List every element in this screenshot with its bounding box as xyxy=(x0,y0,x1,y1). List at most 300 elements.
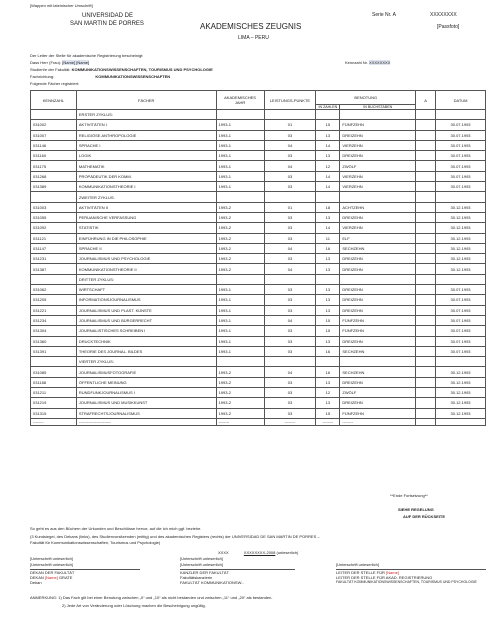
filler-row xyxy=(31,418,486,425)
credit-points: 03 xyxy=(264,254,316,264)
table-row xyxy=(31,326,486,336)
a-column-cell xyxy=(416,346,436,356)
grade-words: FÜNFZEHN xyxy=(340,408,416,418)
grades-table xyxy=(30,90,486,426)
grade-digits: 13 xyxy=(316,151,340,161)
passport-photo-note: [Passfoto] xyxy=(437,24,460,30)
grade-digits: 15 xyxy=(316,315,340,325)
header-subject: FÄCHER xyxy=(76,91,216,110)
cycle-label: ERSTER ZYKLUS: xyxy=(76,110,216,120)
exam-date: 30.12.1993 xyxy=(436,254,486,264)
grade-words: VIERZEHN xyxy=(340,182,416,192)
faculty-value: KOMMUNIKATIONSWISSENSCHAFTEN, TOURISMUS UND PSYCHOLOGIE xyxy=(71,67,213,72)
subject-name: JOURNALISMUS UND MUSIKKUNST xyxy=(76,398,216,408)
chancellor-role-3: FAKULTÄT KOMMUNIKATIONSW... xyxy=(180,580,245,585)
a-column-cell xyxy=(416,243,436,253)
header-year: AKADEMISCHES JAHR xyxy=(216,91,264,110)
chancellor-role-1: KANZLER DER FAKULTÄT xyxy=(180,570,230,575)
cycle-header-row xyxy=(31,110,486,120)
a-column-cell xyxy=(416,285,436,295)
a-column-cell xyxy=(416,161,436,171)
table-row xyxy=(31,388,486,398)
cycle-header-row xyxy=(31,274,486,284)
subject-name: STATISTIK xyxy=(76,223,216,233)
back-side-note: AUF DER RÜCKSEITE xyxy=(403,514,446,519)
a-column-cell xyxy=(416,408,436,418)
subject-code: 031188 xyxy=(31,377,77,387)
exam-date: 30.12.1993 xyxy=(436,202,486,212)
subject-name: JOURNALISTISCHES SCHREIBEN I xyxy=(76,326,216,336)
a-column-cell xyxy=(416,367,436,377)
cycle-empty-cell xyxy=(340,357,416,367)
cycle-label: ZWEITER ZYKLUS: xyxy=(76,192,216,202)
grade-digits: 11 xyxy=(316,233,340,243)
credit-points: 03 xyxy=(264,305,316,315)
signature-right: [Unterschrift unleserlich] xyxy=(336,562,379,567)
a-column-cell xyxy=(416,151,436,161)
registrar-role-1-prefix: LEITER DER STELLE FÜR xyxy=(336,570,385,575)
subject-code: 031146 xyxy=(31,140,77,150)
table-row xyxy=(31,367,486,377)
grade-words: ZWÖLF xyxy=(340,161,416,171)
cycle-empty-cell xyxy=(216,192,264,202)
student-line xyxy=(30,61,89,65)
cycle-empty-cell xyxy=(31,110,77,120)
subject-code: 031121 xyxy=(31,233,77,243)
filler-date xyxy=(436,418,486,425)
subject-code: 031002 xyxy=(31,120,77,130)
grade-words: DREIZEHN xyxy=(340,398,416,408)
filler-subject: ------------------------ xyxy=(76,418,216,425)
credit-points: 03 xyxy=(264,377,316,387)
a-column-cell xyxy=(416,388,436,398)
see-regulation-note: SIEHE REGELUNG xyxy=(398,507,434,512)
cycle-empty-cell xyxy=(264,274,316,284)
grade-words: ZWÖLF xyxy=(340,388,416,398)
subject-name: WIRTSCHAFT xyxy=(76,285,216,295)
exam-date: 30.12.1993 xyxy=(436,212,486,222)
academic-year: 1993-2 xyxy=(216,233,264,243)
signature-left: [Unterschrift unleserlich] xyxy=(30,562,73,567)
exam-date: 30.12.1993 xyxy=(436,264,486,274)
table-row xyxy=(31,120,486,130)
table-row xyxy=(31,161,486,171)
grade-digits: 15 xyxy=(316,408,340,418)
academic-year: 1993-1 xyxy=(216,161,264,171)
grade-digits: 18 xyxy=(316,202,340,212)
records-statement: So geht es aus den Büchern der Urkunden und Beschlüsse hervor, auf die ich mich ggf. beziehe. xyxy=(30,526,202,531)
header-grade-words: IN BUCHSTABEN xyxy=(340,104,416,109)
grade-words: DREIZEHN xyxy=(340,336,416,346)
academic-year: 1993-1 xyxy=(216,151,264,161)
subject-code: 031205 xyxy=(31,295,77,305)
subject-code: 031389 xyxy=(31,182,77,192)
subject-code: 031315 xyxy=(31,408,77,418)
subject-name: EINFÜHRUNG IN DIE PHILOSOPHIE xyxy=(76,233,216,243)
grade-words: DREIZEHN xyxy=(340,305,416,315)
a-column-cell xyxy=(416,264,436,274)
table-row xyxy=(31,243,486,253)
subject-name: RUNDFUNKJOURNALISMUS I xyxy=(76,388,216,398)
a-column-cell xyxy=(416,315,436,325)
faculty-label: Studiert/e der Fakultät: xyxy=(30,67,71,72)
grade-digits: 16 xyxy=(316,367,340,377)
seals-note-line1: (3 Kundsiegel, des Dekans (links), des Studienvorsitzenden (mittig) und des akademischen Registers (rechts) der UNIVERSIDAD DE SAN MARTIN DE PORRES – xyxy=(30,534,320,539)
grade-words: DREIZEHN xyxy=(340,295,416,305)
subject-code: 031007 xyxy=(31,130,77,140)
table-row xyxy=(31,182,486,192)
grade-digits: 14 xyxy=(316,223,340,233)
table-row xyxy=(31,377,486,387)
exam-date: 30.07.1993 xyxy=(436,326,486,336)
cycle-empty-cell xyxy=(216,274,264,284)
credit-points: 03 xyxy=(264,171,316,181)
student-id-label: Kennzahl Nr. xyxy=(345,60,368,65)
grade-words: DREIZEHN xyxy=(340,264,416,274)
table-row xyxy=(31,315,486,325)
cycle-empty-cell xyxy=(436,192,486,202)
cycle-empty-cell xyxy=(340,274,416,284)
academic-year: 1993-2 xyxy=(216,388,264,398)
cycle-header-row xyxy=(31,357,486,367)
exam-date: 30.12.1993 xyxy=(436,223,486,233)
grade-digits: 13 xyxy=(316,130,340,140)
subject-code: 031234 xyxy=(31,315,77,325)
cycle-empty-cell xyxy=(31,192,77,202)
table-row xyxy=(31,140,486,150)
table-row xyxy=(31,254,486,264)
academic-year: 1993-1 xyxy=(216,285,264,295)
credit-points: 03 xyxy=(264,408,316,418)
table-row xyxy=(31,285,486,295)
cycle-empty-cell xyxy=(264,357,316,367)
grade-digits: 16 xyxy=(316,346,340,356)
table-row xyxy=(31,398,486,408)
subject-name: SPRACHE I xyxy=(76,140,216,150)
credit-points: 03 xyxy=(264,295,316,305)
cycle-empty-cell xyxy=(340,110,416,120)
credit-points: 03 xyxy=(264,130,316,140)
signature-left-top: [Unterschrift unleserlich] xyxy=(30,556,73,561)
credit-points: 01 xyxy=(264,120,316,130)
grade-words: VIERZEHN xyxy=(340,223,416,233)
academic-year: 1993-2 xyxy=(216,398,264,408)
subject-code: 031092 xyxy=(31,223,77,233)
cycle-empty-cell xyxy=(416,110,436,120)
exam-date: 30.12.1993 xyxy=(436,388,486,398)
subject-code: 031268 xyxy=(31,171,77,181)
a-column-cell xyxy=(416,336,436,346)
credit-points: 03 xyxy=(264,346,316,356)
grade-digits: 15 xyxy=(316,120,340,130)
registrar-name: [Name] xyxy=(386,570,399,575)
grade-digits: 13 xyxy=(316,254,340,264)
student-id-value: XXXXXXXX xyxy=(369,60,391,65)
credit-points: 03 xyxy=(264,388,316,398)
note-invalidation: 2) Jede Art von Veränderung oder Löschung machen die Bescheinigung ungültig. xyxy=(62,603,206,608)
grade-words: DREIZEHN xyxy=(340,377,416,387)
table-row xyxy=(31,212,486,222)
table-row xyxy=(31,305,486,315)
header-code: KENNZAHL xyxy=(31,91,77,110)
university-name-line1: UNIVERSIDAD DE xyxy=(82,13,134,19)
grade-digits: 13 xyxy=(316,212,340,222)
note-passing-grade: ANMERKUNG: 1) Das Fach gilt bei einer Benotung zwischen „0“ und „10“ als nicht bestanden und zwischen „11“ und „20“ als bestanden. xyxy=(30,595,273,600)
cycle-empty-cell xyxy=(264,192,316,202)
credit-points: 03 xyxy=(264,233,316,243)
credit-points: 03 xyxy=(264,223,316,233)
signature-mid-top: [Unterschrift unleserlich] xyxy=(180,556,223,561)
grade-words: SECHZEHN xyxy=(340,243,416,253)
dean-name: [Name] xyxy=(44,575,58,580)
academic-year: 1993-2 xyxy=(216,264,264,274)
grade-digits: 13 xyxy=(316,305,340,315)
subject-name: LOGIK xyxy=(76,151,216,161)
subject-code: 031304 xyxy=(31,326,77,336)
credit-points: 03 xyxy=(264,151,316,161)
exam-date: 30.07.1993 xyxy=(436,295,486,305)
subject-code: 031387 xyxy=(31,264,77,274)
place-date-suffix: (unleserlich) xyxy=(276,550,299,555)
academic-year: 1993-1 xyxy=(216,336,264,346)
cycle-empty-cell xyxy=(436,357,486,367)
academic-year: 1993-2 xyxy=(216,202,264,212)
subject-name: JOURNALISMUS UND BÜRGERRECHT xyxy=(76,315,216,325)
academic-year: 1993-2 xyxy=(216,377,264,387)
intro-statement: Der Leiter der Stelle für akademische Registrierung bescheinigt: xyxy=(30,53,144,58)
filler-code: -------- xyxy=(31,418,77,425)
a-column-cell xyxy=(416,377,436,387)
cycle-empty-cell xyxy=(31,357,77,367)
subject-name: INFORMATIONSJOURNALISMUS xyxy=(76,295,216,305)
subject-name: AKTIVITÄTEN II xyxy=(76,202,216,212)
a-column-cell xyxy=(416,182,436,192)
grade-words: ELF xyxy=(340,233,416,243)
exam-date: 30.07.1993 xyxy=(436,305,486,315)
academic-year: 1993-2 xyxy=(216,254,264,264)
grade-words: DREIZEHN xyxy=(340,285,416,295)
subject-code: 031221 xyxy=(31,305,77,315)
student-label: Dass Herr (Frau): xyxy=(30,60,62,65)
credit-points: 03 xyxy=(264,285,316,295)
cycle-empty-cell xyxy=(216,110,264,120)
a-column-cell xyxy=(416,171,436,181)
subject-code: 031003 xyxy=(31,202,77,212)
a-column-cell xyxy=(416,398,436,408)
header-grade: BENOTUNG xyxy=(316,91,416,105)
specialty-label: Fachrichtung: xyxy=(30,74,55,79)
cycle-empty-cell xyxy=(264,110,316,120)
header-date: DATUM xyxy=(436,91,486,110)
cycle-empty-cell xyxy=(436,110,486,120)
a-column-cell xyxy=(416,223,436,233)
grade-words: VIERZEHN xyxy=(340,171,416,181)
cycle-header-row xyxy=(31,192,486,202)
dean-role-1: DEKAN DER FAKULTÄT xyxy=(30,570,75,575)
filler-grade: -------- xyxy=(316,418,340,425)
table-header-row xyxy=(31,91,486,105)
grade-words: DREIZEHN xyxy=(340,212,416,222)
credit-points: 03 xyxy=(264,212,316,222)
grade-digits: 12 xyxy=(316,388,340,398)
table-row xyxy=(31,202,486,212)
cycle-empty-cell xyxy=(416,192,436,202)
credit-points: 03 xyxy=(264,326,316,336)
table-row xyxy=(31,336,486,346)
subject-name: KOMMUNIKATIONSTHEORIE II xyxy=(76,264,216,274)
a-column-cell xyxy=(416,202,436,212)
grade-words: DREIZEHN xyxy=(340,151,416,161)
registered-subjects-label: Folgende Fächer registriert: xyxy=(30,81,80,86)
subject-code: 031231 xyxy=(31,254,77,264)
student-name: [Name] [Name] xyxy=(62,60,90,65)
exam-date: 30.12.1993 xyxy=(436,233,486,243)
exam-date: 30.07.1993 xyxy=(436,120,486,130)
table-row xyxy=(31,408,486,418)
cycle-empty-cell xyxy=(436,274,486,284)
credit-points: 03 xyxy=(264,182,316,192)
cycle-empty-cell xyxy=(416,357,436,367)
academic-year: 1993-2 xyxy=(216,212,264,222)
credit-points: 04 xyxy=(264,367,316,377)
dean-role-2-suffix: GRATE xyxy=(58,575,73,580)
subject-code: 031160 xyxy=(31,151,77,161)
exam-date: 30.07.1993 xyxy=(436,130,486,140)
exam-date: 30.07.1993 xyxy=(436,140,486,150)
credit-points: 03 xyxy=(264,336,316,346)
cycle-empty-cell xyxy=(216,357,264,367)
academic-year: 1993-1 xyxy=(216,346,264,356)
a-column-cell xyxy=(416,233,436,243)
a-column-cell xyxy=(416,140,436,150)
end-note-text: **Ende Fortsetzung** xyxy=(390,493,428,498)
exam-date: 30.12.1993 xyxy=(436,377,486,387)
subject-name: PERUANISCHE VERFASSUNG xyxy=(76,212,216,222)
filler-year: -------- xyxy=(216,418,264,425)
credit-points: 04 xyxy=(264,161,316,171)
table-row xyxy=(31,171,486,181)
academic-year: 1993-1 xyxy=(216,171,264,181)
header-points: LEISTUNGS-PUNKTE xyxy=(264,91,316,110)
exam-date: 30.07.1993 xyxy=(436,182,486,192)
header-a: A xyxy=(416,91,436,110)
header-grade-digits: IN ZAHLEN xyxy=(316,104,340,109)
seals-note-line2: Fakultät für Kommunikationswissenschaften, Tourismus und Psychologie) xyxy=(30,540,161,545)
table-row xyxy=(31,233,486,243)
exam-date: 30.12.1993 xyxy=(436,367,486,377)
a-column-cell xyxy=(416,120,436,130)
subject-code: 031147 xyxy=(31,243,77,253)
cycle-label: DRITTER ZYKLUS: xyxy=(76,274,216,284)
serial-label: Serie Nr. A xyxy=(372,12,396,18)
credit-points: 01 xyxy=(264,202,316,212)
subject-name: AKTIVITÄTEN I xyxy=(76,120,216,130)
specialty-value: KOMMUNIKATIONSWISSENSCHAFTEN xyxy=(95,74,171,79)
grade-words: SECHZEHN xyxy=(340,346,416,356)
table-row xyxy=(31,346,486,356)
dean-role-3: Dekan xyxy=(30,580,42,585)
grade-digits: 13 xyxy=(316,377,340,387)
grade-words: VIERZEHN xyxy=(340,140,416,150)
subject-code: 031211 xyxy=(31,388,77,398)
subject-name: MATHEMATIK xyxy=(76,161,216,171)
registrar-role-3: FAKULTÄT KOMMUNIKATIONSWISSENSCHAFTEN, TOURISMUS UND PSYCHOLOGIE xyxy=(336,580,477,584)
exam-date: 30.07.1993 xyxy=(436,171,486,181)
filler-words: -------- xyxy=(340,418,416,425)
document-title: AKADEMISCHES ZEUGNIS xyxy=(200,22,302,31)
academic-year: 1993-2 xyxy=(216,223,264,233)
chancellor-role-2: Fakultätskanzlerin xyxy=(180,575,213,580)
registrar-role-2: LEITER DER STELLE FÜR AKAD. REGISTRIERUNG xyxy=(336,575,433,580)
academic-year: 1993-1 xyxy=(216,120,264,130)
faculty-line xyxy=(30,68,213,72)
a-column-cell xyxy=(416,326,436,336)
grade-digits: 13 xyxy=(316,336,340,346)
exam-date: 30.07.1993 xyxy=(436,285,486,295)
student-id-line xyxy=(345,61,390,65)
subject-name: STRAFRECHTSJOURNALISMUS xyxy=(76,408,216,418)
place-label: LIMA – PERU xyxy=(238,35,269,41)
exam-date: 30.07.1993 xyxy=(436,336,486,346)
place-date xyxy=(218,551,298,555)
exam-date: 30.12.1993 xyxy=(436,398,486,408)
subject-code: 031062 xyxy=(31,285,77,295)
subject-name: THEORIE DES JOURNAL. BILDES xyxy=(76,346,216,356)
cycle-empty-cell xyxy=(416,274,436,284)
grade-digits: 12 xyxy=(316,161,340,171)
subject-code: 031391 xyxy=(31,346,77,356)
exam-date: 30.07.1993 xyxy=(436,315,486,325)
grade-words: ACHTZEHN xyxy=(340,202,416,212)
table-row xyxy=(31,130,486,140)
signature-mid: [Unterschrift unleserlich] xyxy=(180,562,223,567)
grade-words: DREIZEHN xyxy=(340,130,416,140)
grade-words: FÜNFZEHN xyxy=(340,120,416,130)
subject-name: PROPÄDEUTIK DER KOMM. xyxy=(76,171,216,181)
serial-number: XXXXXXXX xyxy=(430,12,457,18)
credit-points: 03 xyxy=(264,398,316,408)
place-date-value: XXXXXXXX-2008 xyxy=(243,550,276,555)
academic-year: 1993-2 xyxy=(216,243,264,253)
subject-code: 031085 xyxy=(31,367,77,377)
cycle-empty-cell xyxy=(340,192,416,202)
subject-name: KOMMUNIKATIONSTHEORIE I xyxy=(76,182,216,192)
a-column-cell xyxy=(416,295,436,305)
exam-date: 30.12.1993 xyxy=(436,243,486,253)
credit-points: 04 xyxy=(264,264,316,274)
subject-name: JOURNALISMUSFOTOGRAFIE xyxy=(76,367,216,377)
subject-name: ÖFFENTLICHE MEINUNG xyxy=(76,377,216,387)
coat-of-arms-note: [Wappen mit lateinischer Umschrift] xyxy=(30,3,93,8)
dean-role-2-prefix: DEKAN xyxy=(30,575,44,580)
academic-year: 1993-1 xyxy=(216,305,264,315)
subject-code: 031055 xyxy=(31,212,77,222)
credit-points: 04 xyxy=(264,243,316,253)
filler-points: -------- xyxy=(264,418,316,425)
academic-year: 1993-1 xyxy=(216,315,264,325)
cycle-empty-cell xyxy=(316,110,340,120)
table-row xyxy=(31,295,486,305)
grade-digits: 16 xyxy=(316,243,340,253)
filler-a xyxy=(416,418,436,425)
academic-year: 1993-2 xyxy=(216,367,264,377)
grades-body xyxy=(31,110,486,426)
grade-digits: 14 xyxy=(316,171,340,181)
cycle-empty-cell xyxy=(316,274,340,284)
specialty-line xyxy=(30,75,170,79)
a-column-cell xyxy=(416,254,436,264)
table-row xyxy=(31,264,486,274)
